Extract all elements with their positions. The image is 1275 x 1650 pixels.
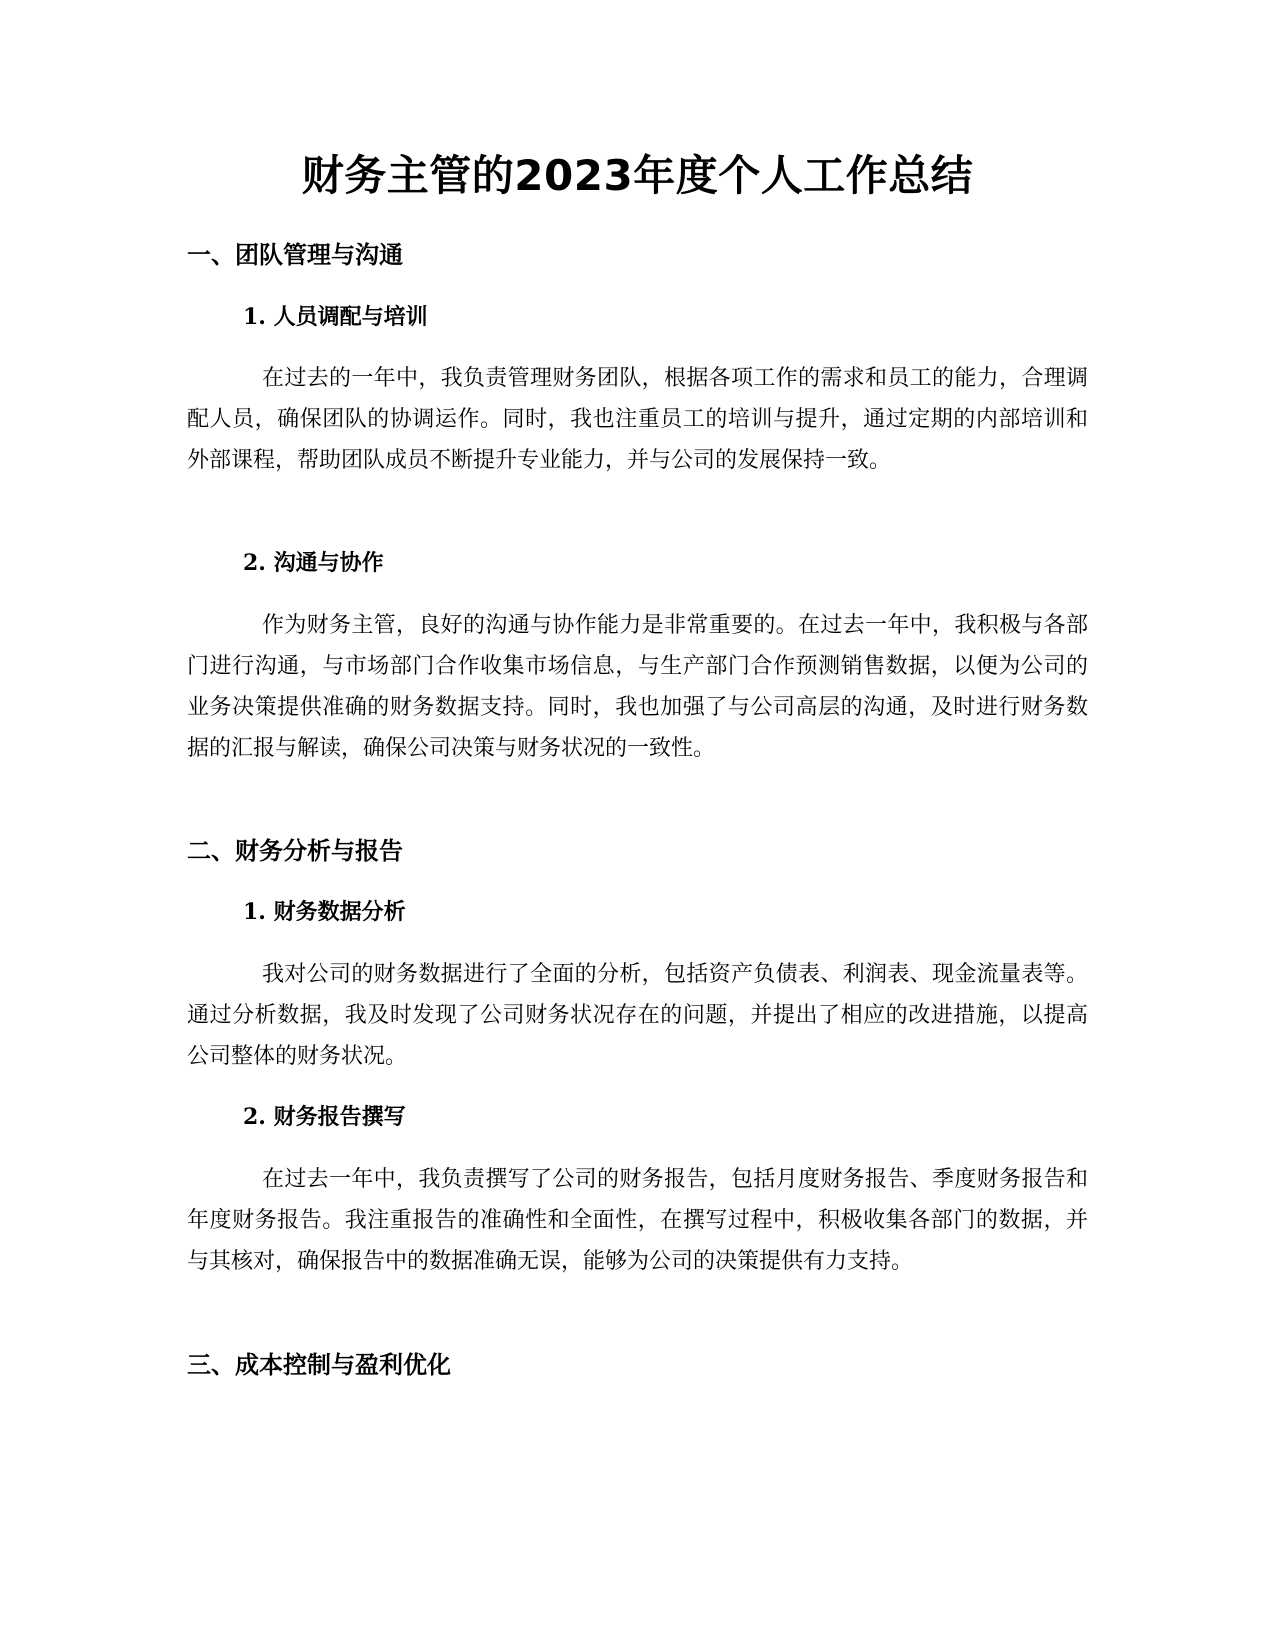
- page-title: 财务主管的2023年度个人工作总结: [301, 151, 974, 200]
- section-heading-team: 一、团队管理与沟通: [187, 241, 403, 269]
- subsection-heading-staffing: 1. 人员调配与培训: [243, 304, 428, 330]
- section-heading-analysis: 二、财务分析与报告: [187, 837, 403, 865]
- paragraph-data-analysis: 我对公司的财务数据进行了全面的分析，包括资产负债表、利润表、现金流量表等。通过分析数据，我及时发现了公司财务状况存在的问题，并提出了相应的改进措施，以提高公司整体的财务状况。: [187, 962, 1088, 1069]
- section-heading-cost-control: 三、成本控制与盈利优化: [187, 1351, 451, 1379]
- subsection-heading-communication: 2. 沟通与协作: [243, 550, 384, 576]
- subsection-heading-report-writing: 2. 财务报告撰写: [243, 1104, 406, 1130]
- paragraph-communication: 作为财务主管，良好的沟通与协作能力是非常重要的。在过去一年中，我积极与各部门进行沟通，与市场部门合作收集市场信息，与生产部门合作预测销售数据，以便为公司的业务决策提供准确的财务数据支持。同时，我也加强了与公司高层的沟通，及时进行财务数据的汇报与解读，确保公司决策与财务状况的一致性。: [187, 613, 1088, 761]
- paragraph-staffing: 在过去的一年中，我负责管理财务团队，根据各项工作的需求和员工的能力，合理调配人员，确保团队的协调运作。同时，我也注重员工的培训与提升，通过定期的内部培训和外部课程，帮助团队成员不断提升专业能力，并与公司的发展保持一致。: [187, 366, 1088, 473]
- subsection-heading-data-analysis: 1. 财务数据分析: [243, 899, 406, 925]
- paragraph-report-writing: 在过去一年中，我负责撰写了公司的财务报告，包括月度财务报告、季度财务报告和年度财务报告。我注重报告的准确性和全面性，在撰写过程中，积极收集各部门的数据，并与其核对，确保报告中的数据准确无误，能够为公司的决策提供有力支持。: [187, 1167, 1088, 1274]
